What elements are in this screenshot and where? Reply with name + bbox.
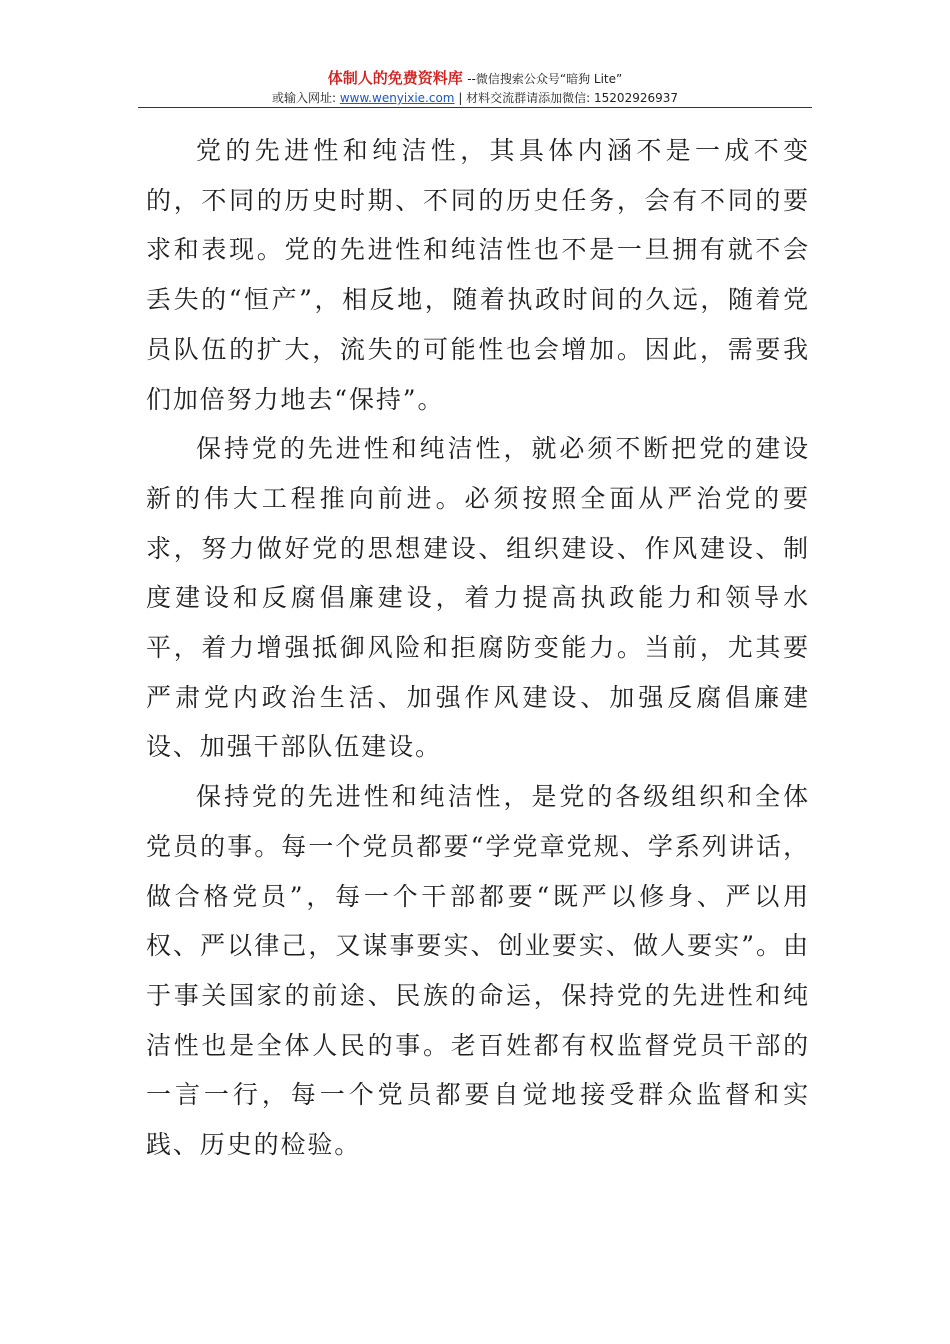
paragraph-1: 党的先进性和纯洁性，其具体内涵不是一成不变的，不同的历史时期、不同的历史任务，会有不同的要求和表现。党的先进性和纯洁性也不是一旦拥有就不会丢失的“恒产”，相反地，随着执政时间的久远，随着党员队伍的扩大，流失的可能性也会增加。因此，需要我们加倍努力地去“保持”。 [146,136,810,414]
contact-info: | 材料交流群请添加微信: 15202926937 [454,91,679,105]
header-divider [138,107,812,108]
website-link[interactable]: www.wenyixie.com [339,91,455,105]
url-label: 或输入网址: [271,91,340,105]
document-body [146,126,810,1170]
header-title-line [138,68,812,89]
header-contact-line [138,89,812,107]
paragraph-2: 保持党的先进性和纯洁性，就必须不断把党的建设新的伟大工程推向前进。必须按照全面从严治党的要求，努力做好党的思想建设、组织建设、作风建设、制度建设和反腐倡廉建设，着力提高执政能力和领导水平，着力增强抵御风险和拒腐防变能力。当前，尤其要严肃党内政治生活、加强作风建设、加强反腐倡廉建设、加强干部队伍建设。 [146,434,810,762]
paragraph-3: 保持党的先进性和纯洁性，是党的各级组织和全体党员的事。每一个党员都要“学党章党规、学系列讲话，做合格党员”，每一个干部都要“既严以修身、严以用权、严以律己，又谋事要实、创业要实、做人要实”。由于事关国家的前途、民族的命运，保持党的先进性和纯洁性也是全体人民的事。老百姓都有权监督党员干部的一言一行，每一个党员都要自觉地接受群众监督和实践、历史的检验。 [146,782,810,1160]
site-name: 体制人的免费资料库 [327,69,463,87]
page-header [138,68,812,107]
wechat-note: --微信搜索公众号“暗狗 Lite” [467,72,623,86]
